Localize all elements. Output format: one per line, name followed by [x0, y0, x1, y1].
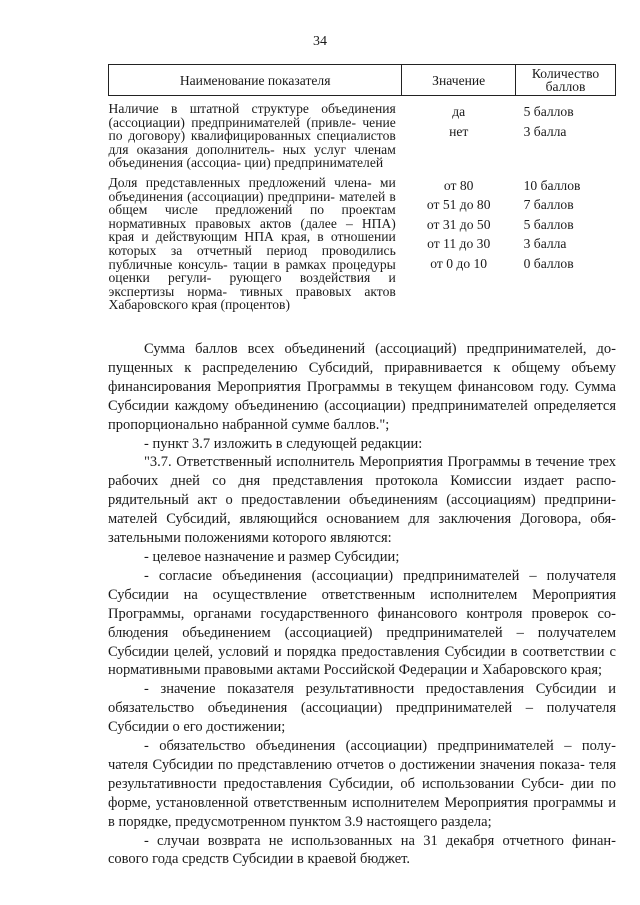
value-cell: нет	[449, 123, 469, 139]
header-indicator-name: Наименование показателя	[109, 65, 402, 96]
value-cell: от 11 до 30	[427, 236, 491, 252]
value-cell: от 31 до 50	[426, 216, 491, 232]
value-cell: от 0 до 10	[430, 255, 488, 271]
table-row	[109, 176, 616, 312]
header-value: Значение	[402, 65, 516, 96]
list-item-consent: - согласие объединения (ассоциации) предпринимателей – получателя Субсидии на осуществление ответственным исполнителем Мероприятия Программы, органами государственного финансового контроля проверок со- блюдения объединением (ассоциацией) предпринимателей – получателем Субсидии целей, условий и порядка предоставления Субсидии в соответствии с нормативными правовыми актами Российской Федерации и Хабаровского края;	[108, 567, 616, 679]
row-values	[402, 176, 516, 312]
list-item-reporting: - обязательство объединения (ассоциации) предпринимателей – полу- чателя Субсидии по представлению отчетов о достижении значения показа- теля результативности предоставления Субсидии, об использовании Субси- дии по форме, установленной ответственным исполнителем Мероприятия программы и в порядке, предусмотренном пунктом 3.9 настоящего раздела;	[108, 738, 616, 830]
document-body	[108, 340, 616, 869]
points-cell: 10 баллов	[523, 177, 581, 193]
value-cell: да	[452, 104, 466, 119]
points-cell: 3 балла	[523, 123, 567, 139]
row-values	[402, 102, 516, 170]
list-item-indicator: - значение показателя результативности предоставления Субсидии и обязательство объединения (ассоциации) предпринимателей – получателя Субсидии о его достижении;	[108, 681, 616, 736]
paragraph-score-sum: Сумма баллов всех объединений (ассоциаций) предпринимателей, до- пущенных к распределению Субсидий, приравнивается к общему объему финансирования Мероприятия Программы в текущем финансовом году. Сумма Субсидии каждому объединению (ассоциации) предпринимателей определяется пропорционально набранной сумме баллов.";	[108, 341, 616, 433]
table-row	[109, 102, 616, 170]
points-cell: 0 баллов	[523, 255, 574, 271]
paragraph-clause-intro: - пункт 3.7 изложить в следующей редакции:	[144, 435, 423, 452]
row-points	[516, 176, 616, 312]
value-cell: от 51 до 80	[426, 197, 491, 213]
points-cell: 7 баллов	[523, 197, 574, 213]
points-cell: 3 балла	[523, 236, 567, 252]
row-indicator-name: Доля представленных предложений члена- ми объединения (ассоциации) предприни- мателей в общем числе предложений по проектам нормативных правовых актов (далее – НПА) края и действующим НПА края, в отношении которых за отчетный период проводились публичные консуль- тации в рамках процедуры оценки регули- рующего воздействия и экспертизы норма- тивных правовых актов Хабаровского края (процентов)	[108, 174, 396, 313]
list-item-purpose: - целевое назначение и размер Субсидии;	[144, 548, 400, 565]
list-item-refund: - случаи возврата не использованных на 31 декабря отчетного финан- сового года средств Субсидии в краевой бюджет.	[108, 832, 616, 868]
row-indicator-name: Наличие в штатной структуре объединения (ассоциации) предпринимателей (привле- чение по договору) квалифицированных специалистов для оказания дополнитель- ных услуг членам объединения (ассоциа- ции) предпринимателей	[108, 101, 396, 171]
page-number: 34	[313, 34, 327, 49]
points-cell: 5 баллов	[523, 216, 574, 232]
points-cell: 5 баллов	[523, 104, 574, 119]
paragraph-clause-3-7: "3.7. Ответственный исполнитель Мероприятия Программы в течение трех рабочих дней со дня представления протокола Комиссии издает распо- рядительный акт о предоставлении объединениям (ассоциациям) предприни- мателей Субсидий, являющийся основанием для заключения Договора, обя- зательными положениями которого являются:	[108, 454, 616, 547]
header-points: Количество баллов	[516, 65, 616, 96]
table-header-row	[109, 65, 616, 96]
value-cell: от 80	[443, 177, 474, 193]
indicators-table	[108, 64, 616, 312]
row-points	[516, 102, 616, 170]
